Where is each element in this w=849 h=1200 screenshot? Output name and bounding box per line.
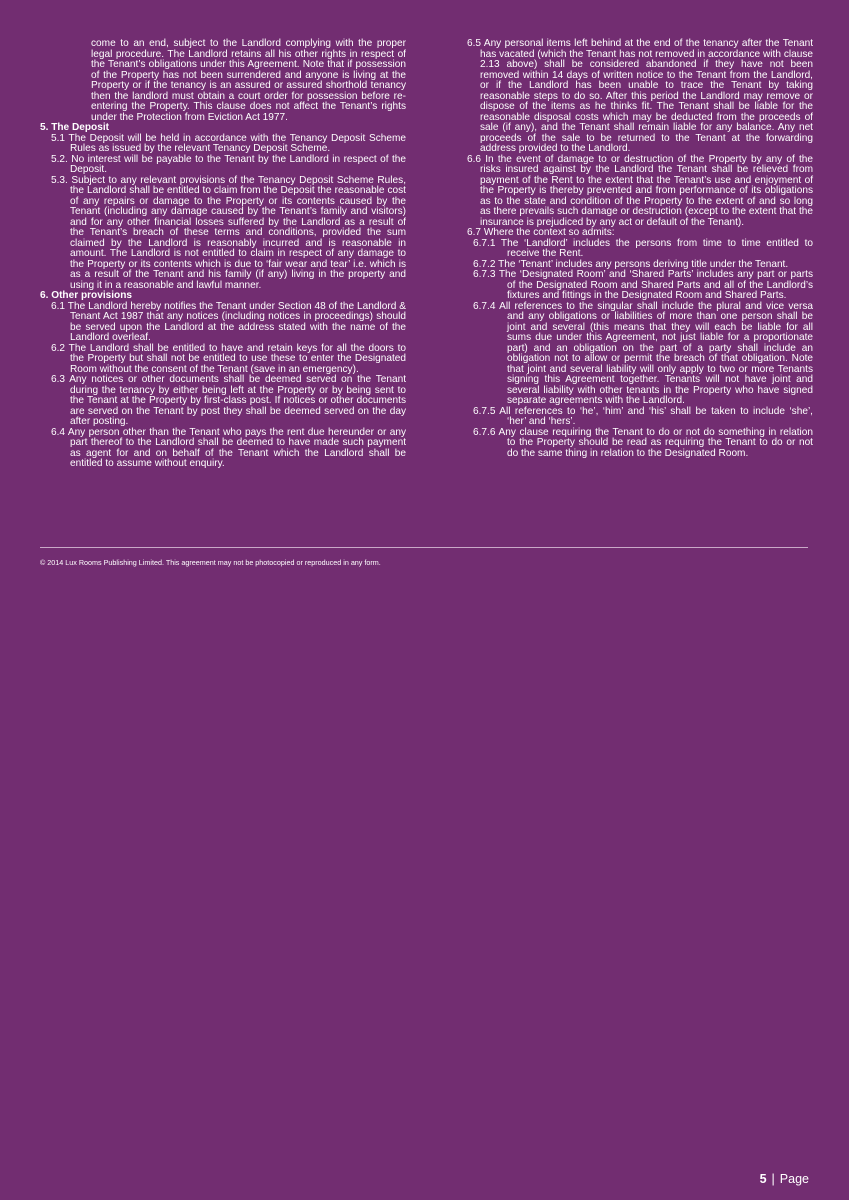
page-number-separator: | <box>771 1172 775 1186</box>
clause-6-2: 6.2 The Landlord shall be entitled to have and retain keys for all the doors to the Property but shall not be entitled to use these to enter the Designated Room without the consent of the Tenant (save in an emergency). <box>51 342 406 375</box>
clause-6-7-4: 6.7.4 All references to the singular shall include the plural and vice versa and any obligations or liabilities of more than one person shall be joint and several (this means that they will each be liable for all sums due under this Agreement, not just liable for a proportionate part) and an obligation on the part of a party shall include an obligation not to allow or permit the breach of that obligation. Note that joint and several liability will only apply to two or more Tenants signing this Agreement together. Tenants will not have joint and several liability with other tenants in the Property who have signed separate agreements with the Landlord. <box>473 300 813 406</box>
section-6-heading: 6. Other provisions <box>40 290 132 301</box>
clause-6-3: 6.3 Any notices or other documents shall be deemed served on the Tenant during the tenancy by either being left at the Property or by being sent to the Tenant at the Property by first-class post. If notices or other documents are served on the Tenant by post they shall be deemed served on the day after posting. <box>51 374 406 427</box>
left-column <box>40 39 406 470</box>
clause-6-7-5: 6.7.5 All references to ‘he’, ‘him’ and ‘his’ shall be taken to include ‘she’, ‘her’ and ‘hers’. <box>473 405 813 427</box>
clause-6-6: 6.6 In the event of damage to or destruction of the Property by any of the risks insured against by the Landlord the Tenant shall be relieved from payment of the Rent to the extent that the Tenant’s use and enjoyment of the Property is thereby prevented and from performance of its obligations as to the state and condition of the Property to the extent of and so long as there prevails such damage or destruction (except to the extent that the insurance is prejudiced by any act or default of the Tenant). <box>467 153 813 228</box>
clause-6-7-3: 6.7.3 The ‘Designated Room’ and ‘Shared Parts’ includes any part or parts of the Designated Room and Shared Parts and all of the Landlord’s fixtures and fittings in the Designated Room and Shared Parts. <box>473 269 813 301</box>
page-number <box>760 1172 809 1186</box>
page-label: Page <box>779 1172 809 1186</box>
footer-divider <box>40 547 808 548</box>
clause-6-4: 6.4 Any person other than the Tenant who pays the rent due hereunder or any part thereof to the Landlord shall be deemed to have made such payment as agent for and on behalf of the Tenant which the Landlord shall be entitled to assume without enquiry. <box>51 426 406 469</box>
clause-6-7: 6.7 Where the context so admits: <box>467 227 615 238</box>
clause-5-3: 5.3. Subject to any relevant provisions of the Tenancy Deposit Scheme Rules, the Landlord shall be entitled to claim from the Deposit the reasonable cost of any repairs or damage to the Property or its contents caused by the Tenant (including any damage caused by the Tenant’s family and visitors) and for any other financial losses suffered by the Landlord as a result of the Tenant’s breach of these terms and conditions, provided the sum claimed by the Landlord is reasonably incurred and is reasonable in amount. The Landlord is not entitled to claim in respect of any damage to the Property or its contents which is due to ‘fair wear and tear’ i.e. which is as a result of the Tenant and his family (if any) living in the property and using it in a reasonable and lawful manner. <box>51 174 406 291</box>
clause-6-5: 6.5 Any personal items left behind at the end of the tenancy after the Tenant has vacated (which the Tenant has not removed in accordance with clause 2.13 above) shall be considered abandoned if they have not been removed within 14 days of written notice to the Tenant from the Landlord, or if the Landlord has been unable to trace the Tenant by taking reasonable steps to do so. After this period the Landlord may remove or dispose of the items as he thinks fit. The Tenant shall be liable for the reasonable disposal costs which may be deducted from the proceeds of sale (if any), and the Tenant shall remain liable for any balance. Any net proceeds of the sale to be returned to the Tenant at the forwarding address provided to the Landlord. <box>467 38 813 154</box>
clause-4-continuation: come to an end, subject to the Landlord complying with the proper legal procedure. The Landlord retains all his other rights in respect of the Tenant’s obligations under this Agreement. Note that if possession of the Property has not been surrendered and anyone is living at the Property or if the tenancy is an assured or assured shorthold tenancy then the landlord must obtain a court order for possession before re-entering the Property. This clause does not affect the Tenant’s rights under the Protection from Eviction Act 1977. <box>91 38 406 123</box>
clause-6-1: 6.1 The Landlord hereby notifies the Tenant under Section 48 of the Landlord & Tenant Act 1987 that any notices (including notices in proceedings) should be served upon the Landlord at the address stated with the name of the Landlord overleaf. <box>51 300 406 343</box>
clause-5-1: 5.1 The Deposit will be held in accordance with the Tenancy Deposit Scheme Rules as issued by the relevant Tenancy Deposit Scheme. <box>51 132 406 154</box>
clause-5-2: 5.2. No interest will be payable to the Tenant by the Landlord in respect of the Deposit. <box>51 153 406 175</box>
clause-6-7-1: 6.7.1 The ‘Landlord’ includes the persons from time to time entitled to receive the Rent. <box>473 237 813 259</box>
clause-6-7-2: 6.7.2 The ‘Tenant’ includes any persons deriving title under the Tenant. <box>473 258 789 270</box>
right-column <box>467 39 813 459</box>
page-number-value: 5 <box>759 1172 767 1186</box>
section-5-heading: 5. The Deposit <box>40 122 109 133</box>
copyright-notice: © 2014 Lux Rooms Publishing Limited. This agreement may not be photocopied or reproduced in any form. <box>40 558 381 567</box>
clause-6-7-6: 6.7.6 Any clause requiring the Tenant to do or not do something in relation to the Property should be read as requiring the Tenant to do or not do the same thing in relation to the Designated Room. <box>473 426 813 459</box>
